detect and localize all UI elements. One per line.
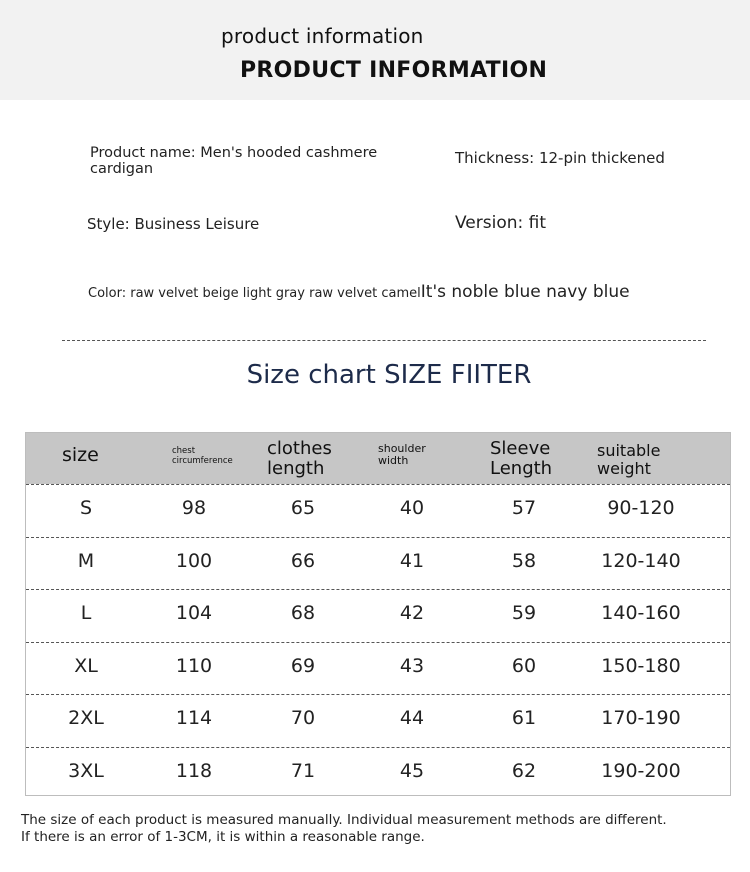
measurement-note bbox=[21, 812, 741, 846]
table-header bbox=[26, 433, 730, 484]
cell-shoulder: 41 bbox=[399, 549, 425, 572]
cell-clothes-length: 66 bbox=[290, 549, 316, 572]
info-style: Style: Business Leisure bbox=[87, 215, 260, 233]
header-suitable-weight bbox=[597, 442, 660, 478]
header-shoulder-line1: shoulder bbox=[378, 442, 426, 455]
cell-clothes-length: 68 bbox=[290, 602, 316, 624]
header-shoulder-width bbox=[378, 443, 426, 467]
cell-clothes-length: 69 bbox=[290, 654, 316, 677]
header-sleeve-line2: Length bbox=[490, 458, 553, 479]
header-sleeve-line1: Sleeve bbox=[490, 438, 551, 459]
header-size: size bbox=[62, 444, 99, 466]
cell-shoulder: 42 bbox=[399, 602, 425, 624]
measurement-note-line1: The size of each product is measured manually. Individual measurement methods are different. bbox=[21, 812, 667, 828]
cell-sleeve: 58 bbox=[511, 549, 537, 572]
cell-chest: 104 bbox=[175, 602, 213, 624]
cell-weight: 90-120 bbox=[607, 497, 675, 519]
header-subtitle: product information bbox=[221, 24, 424, 48]
size-chart-table bbox=[25, 432, 731, 796]
cell-chest: 100 bbox=[175, 549, 213, 572]
info-color-suffix: It's noble blue navy blue bbox=[420, 282, 630, 302]
cell-sleeve: 61 bbox=[511, 707, 537, 729]
measurement-note-line2: If there is an error of 1-3CM, it is within a reasonable range. bbox=[21, 829, 425, 845]
cell-shoulder: 43 bbox=[399, 654, 425, 677]
header-clothes-length bbox=[267, 439, 332, 479]
cell-sleeve: 60 bbox=[511, 654, 537, 677]
header-shoulder-line2: width bbox=[378, 454, 409, 467]
info-color-prefix: Color: raw velvet beige light gray raw velvet camel bbox=[88, 286, 421, 301]
cell-size: XL bbox=[74, 654, 98, 677]
info-product-name: Product name: Men's hooded cashmere cardigan bbox=[90, 145, 378, 177]
header-clothes-line1: clothes bbox=[267, 438, 332, 459]
info-version: Version: fit bbox=[455, 213, 547, 233]
cell-clothes-length: 65 bbox=[290, 497, 316, 519]
cell-chest: 114 bbox=[175, 707, 213, 729]
table-row bbox=[26, 589, 730, 642]
cell-sleeve: 57 bbox=[511, 497, 537, 519]
header-chest-line1: chest bbox=[172, 446, 196, 456]
cell-shoulder: 40 bbox=[399, 497, 425, 519]
cell-size: 2XL bbox=[68, 707, 104, 729]
header-chest bbox=[172, 446, 233, 466]
section-divider bbox=[62, 340, 706, 341]
cell-size: L bbox=[80, 602, 92, 624]
cell-weight: 150-180 bbox=[601, 654, 681, 677]
header-chest-line2: circumference bbox=[172, 456, 233, 466]
size-chart-title: Size chart SIZE FIITER bbox=[246, 360, 532, 390]
cell-clothes-length: 70 bbox=[290, 707, 316, 729]
info-color bbox=[88, 282, 630, 302]
cell-weight: 170-190 bbox=[601, 707, 681, 729]
table-row bbox=[26, 537, 730, 590]
cell-shoulder: 45 bbox=[399, 759, 425, 782]
table-row bbox=[26, 747, 730, 796]
info-thickness: Thickness: 12-pin thickened bbox=[455, 149, 665, 167]
cell-chest: 98 bbox=[181, 497, 207, 519]
table-row bbox=[26, 642, 730, 695]
table-row bbox=[26, 694, 730, 747]
cell-size: M bbox=[77, 549, 95, 572]
cell-sleeve: 62 bbox=[511, 759, 537, 782]
header-weight-line2: weight bbox=[597, 459, 651, 478]
cell-chest: 118 bbox=[175, 759, 213, 782]
cell-size: S bbox=[79, 497, 93, 519]
cell-clothes-length: 71 bbox=[290, 759, 316, 782]
cell-shoulder: 44 bbox=[399, 707, 425, 729]
cell-weight: 190-200 bbox=[601, 759, 681, 782]
header-sleeve-length bbox=[490, 439, 552, 479]
table-row bbox=[26, 484, 730, 537]
cell-chest: 110 bbox=[175, 654, 213, 677]
header-clothes-line2: length bbox=[267, 458, 325, 479]
cell-weight: 120-140 bbox=[601, 549, 681, 572]
cell-weight: 140-160 bbox=[601, 602, 681, 624]
cell-size: 3XL bbox=[68, 759, 104, 782]
cell-sleeve: 59 bbox=[511, 602, 537, 624]
header-band bbox=[0, 0, 750, 100]
header-weight-line1: suitable bbox=[597, 441, 661, 460]
header-title: PRODUCT INFORMATION bbox=[240, 58, 548, 83]
